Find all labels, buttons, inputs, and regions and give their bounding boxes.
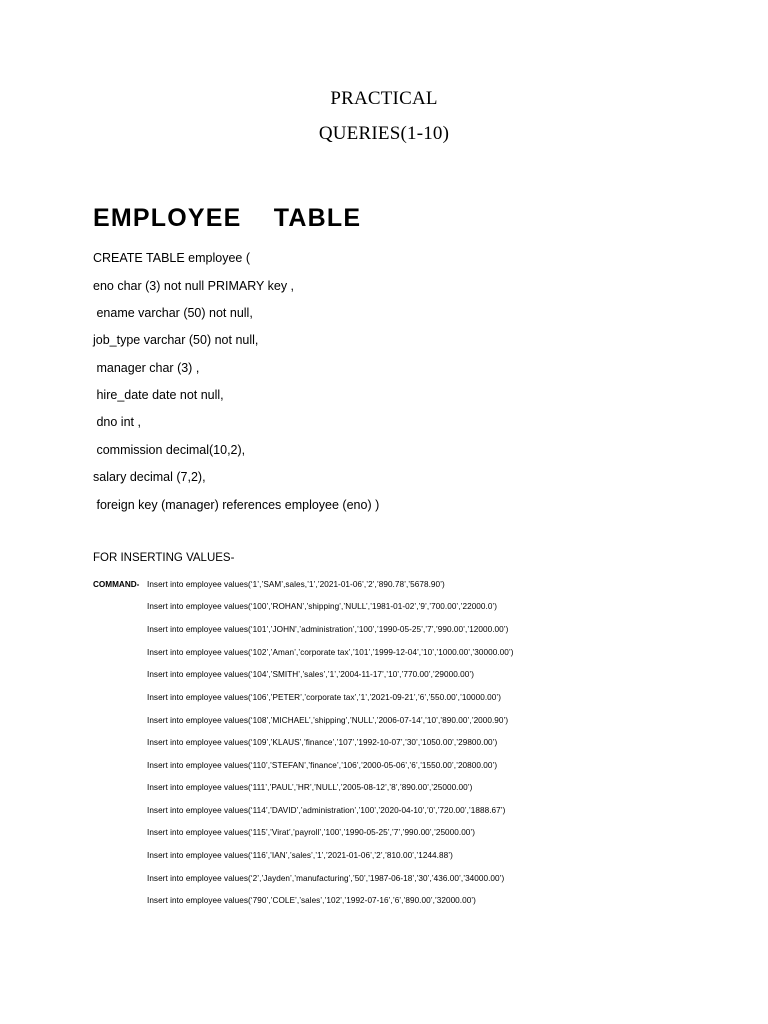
create-sql-line: job_type varchar (50) not null, xyxy=(93,333,259,347)
insert-statement: Insert into employee values(‘102’,’Aman’,’corporate tax’,’101’,’1999-12-04’,’10’,’1000.00’,’30000.00’) xyxy=(147,648,514,657)
practical-heading: PRACTICAL xyxy=(330,88,438,109)
insert-statement: Insert into employee values(‘115’,’Virat’,’payroll’,’100’,’1990-05-25’,’7’,’990.00’,’25000.00’) xyxy=(147,828,476,837)
create-sql-line: salary decimal (7,2), xyxy=(93,470,206,484)
insert-statement: Insert into employee values(‘116’,’IAN’,’sales’,’1’,’2021-01-06’,’2’,’810.00’,’1244.88’) xyxy=(147,851,453,860)
create-sql-line: manager char (3) , xyxy=(93,361,200,375)
insert-statement: Insert into employee values(‘101’,’JOHN’,’administration’,’100’,’1990-05-25’,’7’,’990.00’,’12000.00’) xyxy=(147,625,509,634)
create-sql-line: eno char (3) not null PRIMARY key , xyxy=(93,279,295,293)
create-sql-line: dno int , xyxy=(93,415,141,429)
insert-statement: Insert into employee values(‘106’,’PETER’,’corporate tax’,’1’,’2021-09-21’,’6’,’550.00’,’10000.00’) xyxy=(147,693,502,702)
create-sql-line: CREATE TABLE employee ( xyxy=(93,251,251,265)
create-sql-line: foreign key (manager) references employee (eno) ) xyxy=(93,498,380,512)
insert-statement: Insert into employee values(‘109’,’KLAUS’,’finance’,’107’,’1992-10-07’,’30’,’1050.00’,’29800.00’) xyxy=(147,738,498,747)
insert-statement: Insert into employee values(‘108’,’MICHAEL’,’shipping’,’NULL’,’2006-07-14’,’10’,’890.00’,’2000.90’) xyxy=(147,716,509,725)
create-sql-line: ename varchar (50) not null, xyxy=(93,306,253,320)
insert-statement: Insert into employee values(‘104’,’SMITH’,’sales’,’1’,’2004-11-17’,’10’,’770.00’,’29000.00’) xyxy=(147,670,474,679)
insert-statement: Insert into employee values(‘114’,’DAVID’,’administration’,’100’,’2020-04-10’,’0’,’720.00’,’1888.67’) xyxy=(147,806,506,815)
insert-statement: Insert into employee values(‘111’,’PAUL’,’HR’,’NULL’,’2005-08-12’,’8’,’890.00’,’25000.00’) xyxy=(147,783,473,792)
insert-statement: Insert into employee values(‘1’,’SAM’,sales,’1’,’2021-01-06’,’2’,’890.78’,’5678.90’) xyxy=(147,580,445,589)
insert-statement: Insert into employee values(‘110’,’STEFAN’,’finance’,’106’,’2000-05-06’,’6’,’1550.00’,’20800.00’) xyxy=(147,761,498,770)
insert-statement: Insert into employee values(‘790’,’COLE’,’sales’,’102’,’1992-07-16’,’6’,’890.00’,’32000.00’) xyxy=(147,896,476,905)
queries-subheading: QUERIES(1-10) xyxy=(318,123,450,144)
insert-statement: Insert into employee values(‘100’,’ROHAN’,’shipping’,’NULL’,’1981-01-02’,’9’,’700.00’,’22000.0’) xyxy=(147,602,498,611)
create-sql-line: hire_date date not null, xyxy=(93,388,224,402)
employee-table-title: EMPLOYEE TABLE xyxy=(93,204,362,232)
command-label: COMMAND- xyxy=(93,580,140,589)
create-sql-line: commission decimal(10,2), xyxy=(93,443,246,457)
inserting-values-label: FOR INSERTING VALUES- xyxy=(93,552,235,564)
insert-statement: Insert into employee values(‘2’,’Jayden’,’manufacturing’,’50’,’1987-06-18’,’30’,’436.00’,’34000.00’) xyxy=(147,874,505,883)
